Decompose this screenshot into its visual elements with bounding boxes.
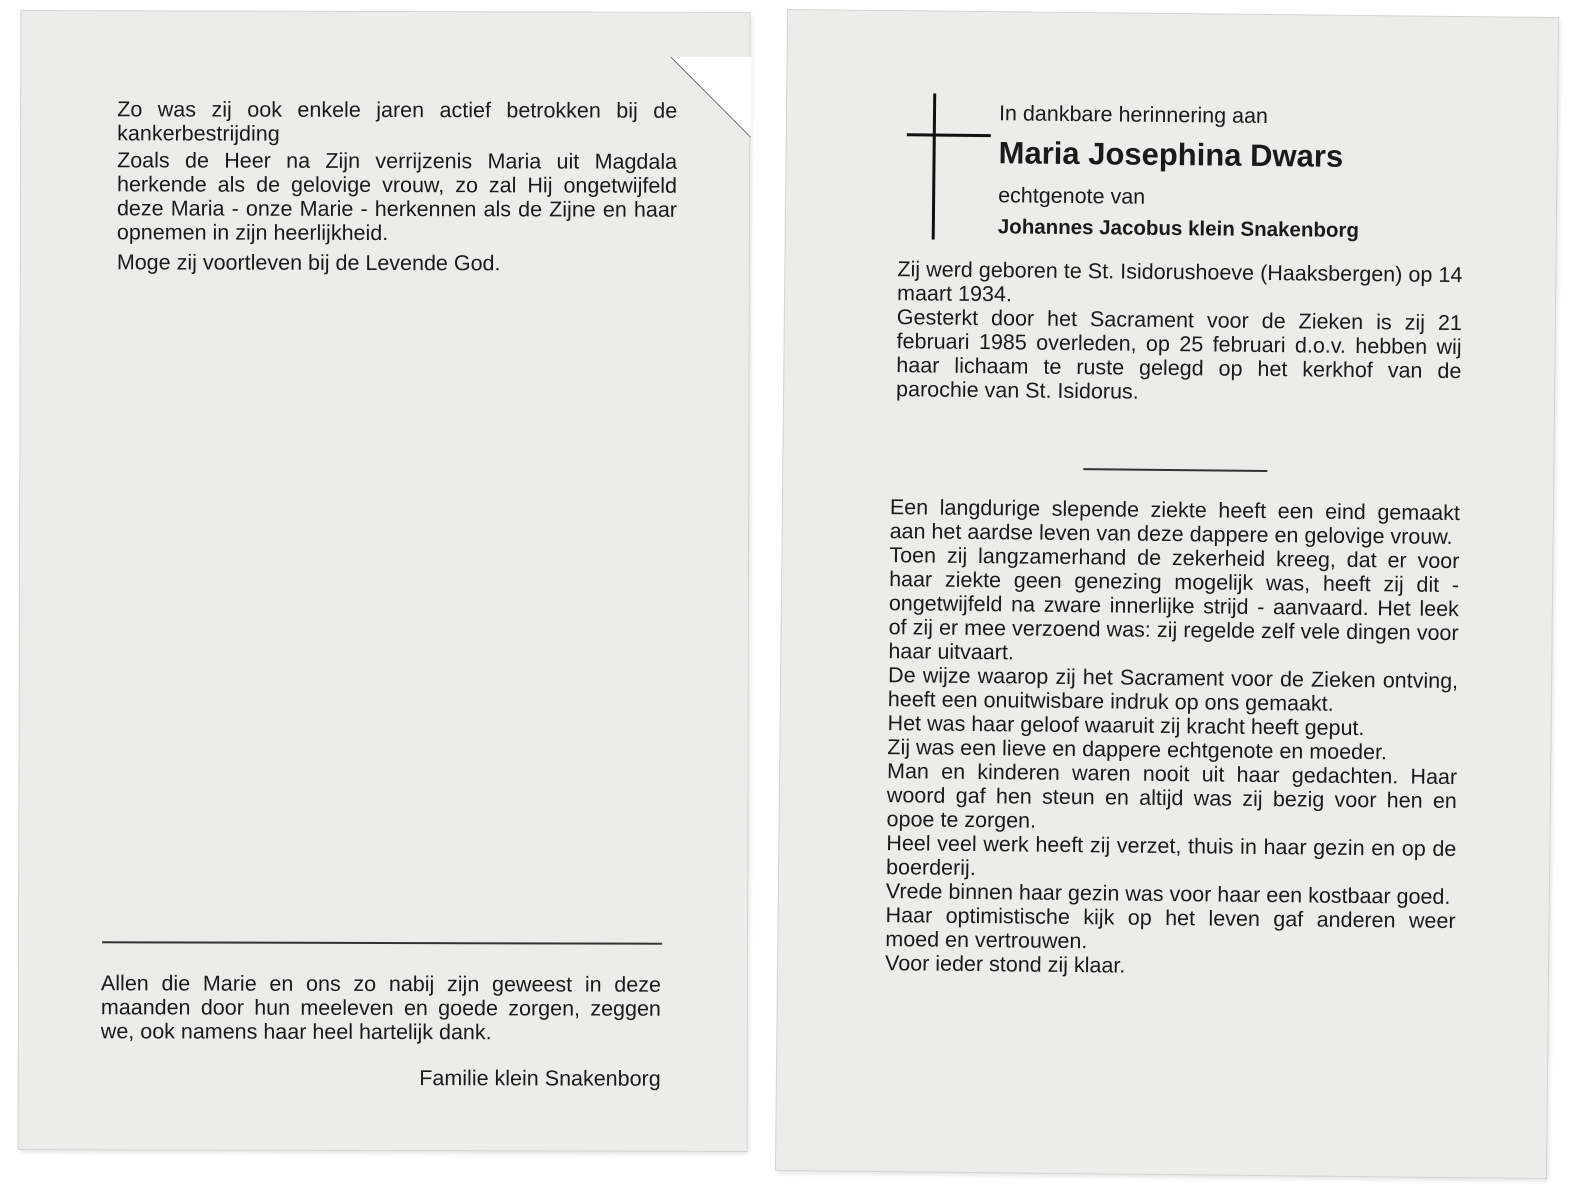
spouse-name: Johannes Jacobus klein Snakenborg (997, 215, 1360, 242)
tribute-paragraph: Het was haar geloof waaruit zij kracht heeft geput. (887, 711, 1365, 741)
signature: Familie klein Snakenborg (419, 1066, 661, 1091)
divider-short (1083, 468, 1267, 471)
tribute-block (885, 495, 1460, 981)
deceased-name: Maria Josephina Dwars (998, 135, 1344, 174)
tribute-paragraph: Vrede binnen haar gezin was voor haar een kostbaar goed. (885, 879, 1451, 909)
tribute-paragraph: Zij was een lieve en dappere echtgenote en moeder. (887, 735, 1388, 765)
tribute-paragraph: Man en kinderen waren nooit uit haar gedachten. Haar woord gaf hen steun en altijd was zij bezig voor hen en opoe te zorgen. (886, 759, 1458, 833)
memorial-card-back (19, 11, 750, 1151)
tribute-paragraph: De wijze waarop zij het Sacrament voor de Zieken ontving, heeft een onuitwisbare indruk op ons gemaakt. (887, 663, 1459, 716)
cross-bar (907, 133, 991, 137)
tribute-paragraph: Heel veel werk heeft zij verzet, thuis in haar gezin en op de boerderij. (885, 831, 1457, 881)
tribute-paragraph: Toen zij langzamerhand de zekerheid kreeg, dat er voor haar ziekte geen genezing mogelijk was, heeft zij dit - ongetwijfeld na zware innerlijke strijd - aanvaard. Het leek of zij er mee verzoend was: zij regelde zelf vele dingen voor haar uitvaart. (888, 543, 1460, 665)
folded-corner (671, 57, 751, 137)
tribute-paragraph: Voor ieder stond zij klaar. (884, 951, 1126, 978)
bio-block (896, 257, 1462, 407)
divider (102, 941, 662, 944)
cross-icon (932, 94, 937, 240)
faith-text (117, 97, 677, 275)
tribute-paragraph: Een langdurige slepende ziekte heeft een eind gemaakt aan het aardse leven van deze dappere en gelovige vrouw. (889, 495, 1460, 549)
paragraph-cancer-work: Zo was zij ook enkele jaren actief betrokken bij de kankerbestrijding (117, 97, 678, 146)
memorial-card-front (776, 10, 1558, 1178)
intro-line: In dankbare herinnering aan (998, 101, 1269, 129)
paragraph-blessing: Moge zij voortleven bij de Levende God. (116, 250, 501, 276)
tribute-paragraph: Haar optimistische kijk op het leven gaf anderen weer moed en vertrouwen. (885, 903, 1456, 954)
paragraph-magdala: Zoals de Heer na Zijn verrijzenis Maria uit Magdala herkende als de gelovige vrouw, zo zal Hij ongetwijfeld deze Maria - onze Marie - herkennen als de Zijne en haar opnemen in zijn heerlijkheid. (116, 148, 678, 246)
death-paragraph: Gesterkt door het Sacrament voor de Zieken is zij 21 februari 1985 overleden, op 25 februari d.o.v. hebben wij haar lichaam te ruste gelegd op het kerkhof van de parochie van St. Isidorus. (896, 305, 1462, 404)
thanks-block (101, 971, 661, 1091)
header-block (998, 100, 1469, 245)
spouse-label: echtgenote van (998, 183, 1146, 209)
birth-paragraph: Zij werd geboren te St. Isidorushoeve (Haaksbergen) op 14 maart 1934. (897, 257, 1463, 307)
thanks-text: Allen die Marie en ons zo nabij zijn geweest in deze maanden door hun meeleven en goede zorgen, zeggen we, ook namens haar heel hartelijk dank. (100, 971, 661, 1045)
